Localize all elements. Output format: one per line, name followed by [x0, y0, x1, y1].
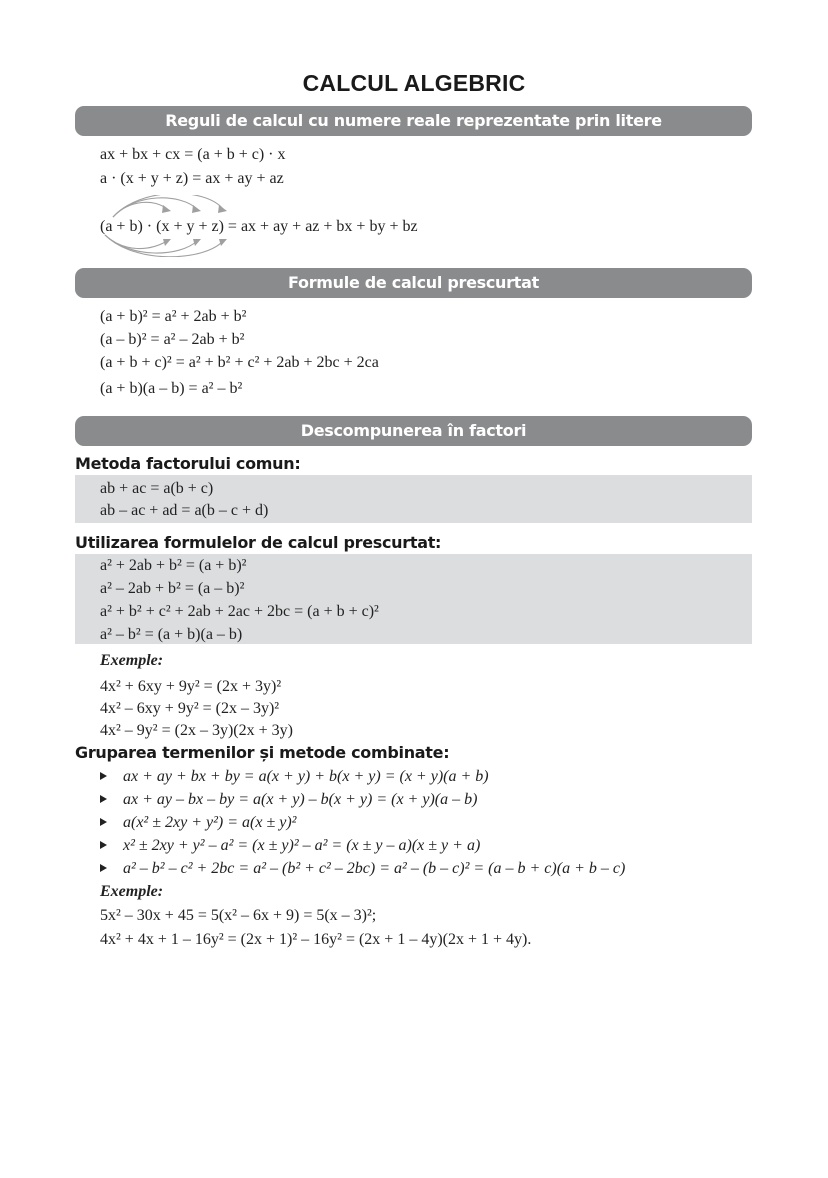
bullet-triangle-icon: [100, 818, 107, 826]
formula-line: a² – b² = (a + b)(a – b): [100, 626, 243, 643]
formula-line: ab + ac = a(b + c): [100, 480, 214, 497]
section-header-factoring: Descompunerea în factori: [75, 416, 752, 446]
example-line: 4x² – 6xy + 9y² = (2x – 3y)²: [100, 700, 280, 717]
bullet-item: [100, 790, 477, 810]
bullet-item: [100, 767, 489, 787]
formula-line: a² + 2ab + b² = (a + b)²: [100, 557, 247, 574]
example-line: 4x² + 6xy + 9y² = (2x + 3y)²: [100, 678, 282, 695]
section-header-formulas: Formule de calcul prescurtat: [75, 268, 752, 298]
bullet-item: [100, 813, 296, 833]
formula-line: (a + b + c)² = a² + b² + c² + 2ab + 2bc + 2ca: [100, 354, 379, 371]
example-line: 4x² – 9y² = (2x – 3y)(2x + 3y): [100, 722, 293, 739]
page-title: CALCUL ALGEBRIC: [302, 70, 526, 96]
bullet-triangle-icon: [100, 864, 107, 872]
bullet-triangle-icon: [100, 795, 107, 803]
formula-line: a² – 2ab + b² = (a – b)²: [100, 580, 245, 597]
formula-line: a² + b² + c² + 2ab + 2ac + 2bc = (a + b + c)²: [100, 603, 379, 620]
formula-line: (a + b) · (x + y + z) = ax + ay + az + bx + by + bz: [100, 218, 418, 235]
subsection-title: Utilizarea formulelor de calcul prescurtat:: [75, 533, 442, 552]
formula-line: (a + b)(a – b) = a² – b²: [100, 380, 243, 397]
subsection-title: Gruparea termenilor și metode combinate:: [75, 743, 450, 762]
formula-line: ab – ac + ad = a(b – c + d): [100, 502, 269, 519]
formula-line: (a – b)² = a² – 2ab + b²: [100, 331, 245, 348]
bullet-triangle-icon: [100, 841, 107, 849]
formula-line: ax + bx + cx = (a + b + c) · x: [100, 146, 286, 163]
subsection-title: Metoda factorului comun:: [75, 454, 301, 473]
bullet-text: a² – b² – c² + 2bc = a² – (b² + c² – 2bc) = a² – (b – c)² = (a – b + c)(a + b – c): [123, 860, 626, 877]
bullet-item: [100, 859, 625, 879]
formula-line: (a + b)² = a² + 2ab + b²: [100, 308, 247, 325]
bullet-text: a(x² ± 2xy + y²) = a(x ± y)²: [123, 814, 297, 831]
bullet-text: x² ± 2xy + y² – a² = (x ± y)² – a² = (x ± y – a)(x ± y + a): [123, 837, 481, 854]
bullet-text: ax + ay – bx – by = a(x + y) – b(x + y) = (x + y)(a – b): [123, 791, 478, 808]
examples-label: Exemple:: [100, 883, 164, 900]
formula-line: a · (x + y + z) = ax + ay + az: [100, 170, 284, 187]
bullet-triangle-icon: [100, 772, 107, 780]
bullet-item: [100, 836, 480, 856]
bullet-text: ax + ay + bx + by = a(x + y) + b(x + y) = (x + y)(a + b): [123, 768, 489, 785]
example-line: 4x² + 4x + 1 – 16y² = (2x + 1)² – 16y² = (2x + 1 – 4y)(2x + 1 + 4y).: [100, 931, 532, 948]
section-header-rules: Reguli de calcul cu numere reale reprezentate prin litere: [75, 106, 752, 136]
examples-label: Exemple:: [100, 652, 164, 669]
example-line: 5x² – 30x + 45 = 5(x² – 6x + 9) = 5(x – 3)²;: [100, 907, 377, 924]
